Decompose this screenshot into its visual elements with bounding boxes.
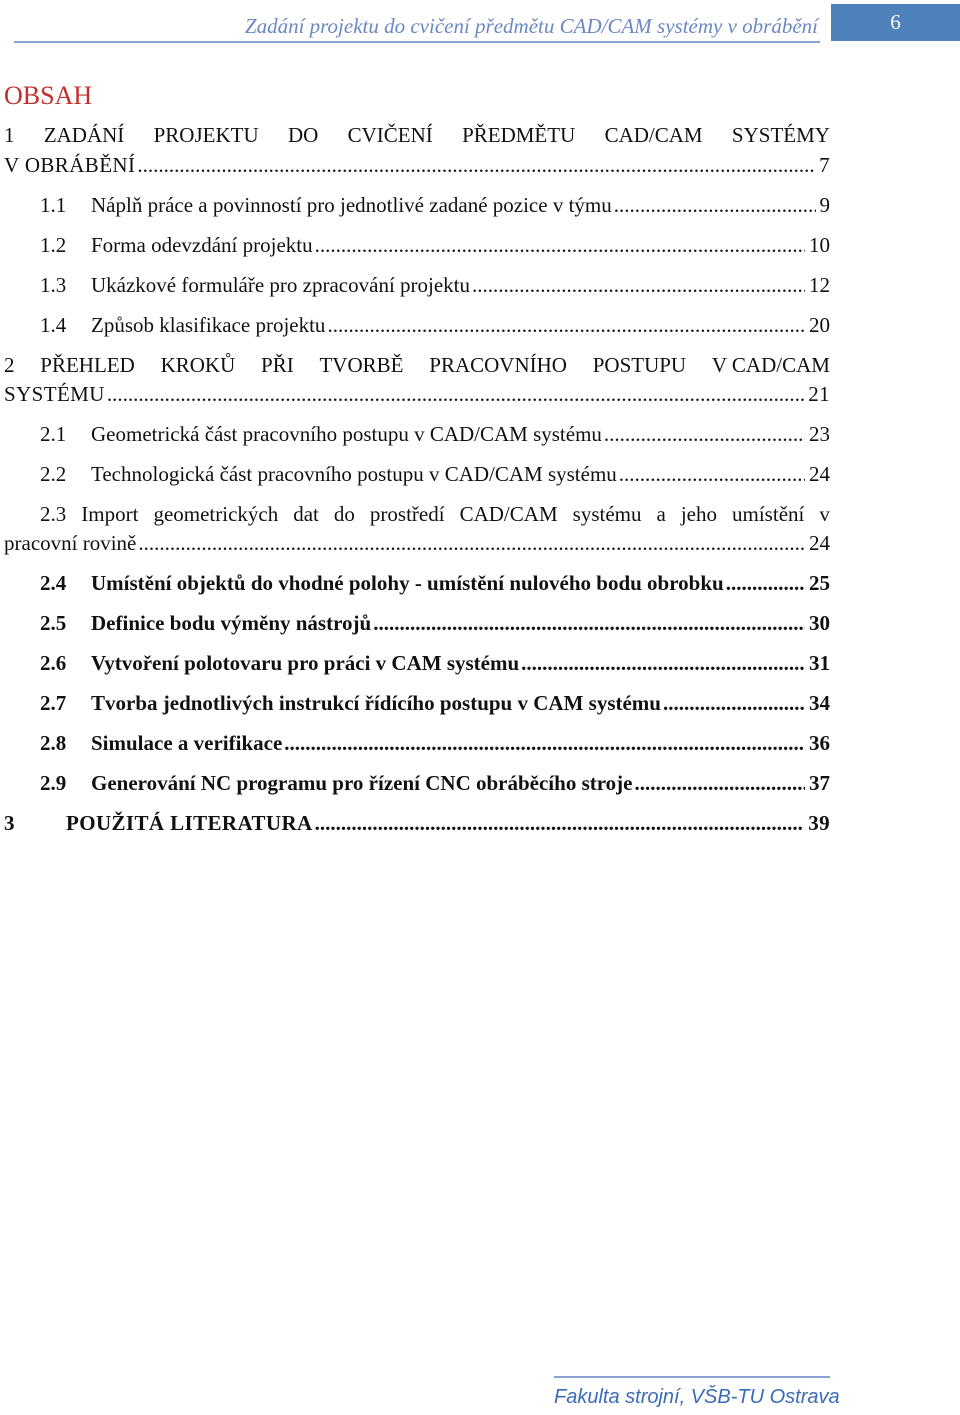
- toc-entry-2-9[interactable]: [40, 771, 830, 799]
- toc-page-number: 24: [809, 462, 830, 486]
- page-number: 6: [890, 10, 901, 34]
- toc-leader: [315, 233, 805, 258]
- toc-entry-2-8[interactable]: [40, 731, 830, 759]
- footer-rule: [554, 1376, 830, 1378]
- toc-entry-2-line-2[interactable]: [4, 382, 830, 410]
- toc-entry-number: 2.5: [40, 611, 67, 635]
- toc-leader: [107, 382, 804, 407]
- toc-leader: [614, 193, 816, 218]
- toc-page-number: 36: [809, 731, 830, 755]
- toc-entry-1-line-1[interactable]: 1 ZADÁNÍ PROJEKTU DO CVIČENÍ PŘEDMĚTU CAD/CAM SYSTÉMY: [4, 123, 830, 147]
- toc-page-number: 30: [809, 611, 830, 635]
- toc-entry-title: Technologická část pracovního postupu v CAD/CAM systému: [91, 462, 617, 486]
- toc-entry-1-line-2[interactable]: [4, 153, 830, 181]
- toc-page-number: 25: [809, 571, 830, 595]
- toc-entry-number: 1.3: [40, 273, 67, 297]
- toc-entry-title: Ukázkové formuláře pro zpracování projektu: [91, 273, 471, 297]
- toc-entry-1-1[interactable]: [40, 193, 830, 221]
- toc-entry-title: V OBRÁBĚNÍ: [4, 153, 136, 177]
- toc-entry-number: 2.6: [40, 651, 67, 675]
- toc-entry-2-5[interactable]: [40, 611, 830, 639]
- toc-leader: [521, 651, 805, 676]
- toc-entry-number: 1.1: [40, 193, 67, 217]
- toc-entry-number: 2.7: [40, 691, 67, 715]
- toc-leader: [663, 691, 805, 716]
- toc-page-number: 21: [808, 382, 830, 406]
- toc-entry-title: POUŽITÁ LITERATURA: [66, 811, 313, 835]
- toc-leader: [472, 273, 805, 298]
- toc-entry-2-7[interactable]: [40, 691, 830, 719]
- toc-heading: OBSAH: [4, 81, 93, 110]
- toc-leader: [619, 462, 805, 487]
- toc-entry-title: Forma odevzdání projektu: [91, 233, 313, 257]
- toc-page-number: 23: [809, 422, 830, 446]
- toc-page-number: 9: [819, 193, 830, 217]
- toc-entry-2-3-line-2[interactable]: [4, 531, 830, 559]
- toc-page-number: 24: [809, 531, 830, 555]
- toc-leader: [284, 731, 805, 756]
- toc-entry-2-4[interactable]: [40, 571, 830, 599]
- toc-entry-2-2[interactable]: [40, 462, 830, 490]
- toc-entry-title: Generování NC programu pro řízení CNC obráběcího stroje: [91, 771, 633, 795]
- toc-leader: [604, 422, 805, 447]
- toc-page-number: 39: [808, 811, 830, 835]
- toc-entry-3[interactable]: [4, 811, 830, 839]
- toc-entry-number: 2.9: [40, 771, 67, 795]
- page-number-box: [831, 4, 960, 41]
- toc-entry-title: SYSTÉMU: [4, 382, 105, 406]
- toc-entry-number: 2.8: [40, 731, 67, 755]
- toc-entry-title: Simulace a verifikace: [91, 731, 283, 755]
- toc-page-number: 7: [819, 153, 830, 177]
- toc-page-number: 37: [809, 771, 830, 795]
- toc-entry-title: pracovní rovině: [4, 531, 137, 555]
- toc-entry-number: 3: [4, 811, 15, 835]
- toc-leader: [373, 611, 805, 636]
- toc-page-number: 20: [809, 313, 830, 337]
- toc-entry-1-4[interactable]: [40, 313, 830, 341]
- toc-entry-number: 1.4: [40, 313, 67, 337]
- toc-page-number: 12: [809, 273, 830, 297]
- toc-entry-title: Umístění objektů do vhodné polohy - umístění nulového bodu obrobku: [91, 571, 724, 595]
- footer-text: Fakulta strojní, VŠB-TU Ostrava: [554, 1386, 840, 1408]
- toc-entry-2-1[interactable]: [40, 422, 830, 450]
- toc-entry-2-line-1[interactable]: 2 PŘEHLED KROKŮ PŘI TVORBĚ PRACOVNÍHO POSTUPU V CAD/CAM: [4, 353, 830, 377]
- toc-entry-number: 1.2: [40, 233, 67, 257]
- toc-entry-title: Způsob klasifikace projektu: [91, 313, 326, 337]
- toc-leader: [138, 531, 805, 556]
- toc-leader: [327, 313, 805, 338]
- toc-entry-2-3-line-1[interactable]: 2.3 Import geometrických dat do prostředí CAD/CAM systému a jeho umístění v: [40, 502, 830, 526]
- toc-entry-number: 2.4: [40, 571, 67, 595]
- toc-entry-title: Tvorba jednotlivých instrukcí řídícího postupu v CAM systému: [91, 691, 661, 715]
- toc-entry-title: Geometrická část pracovního postupu v CAD/CAM systému: [91, 422, 602, 446]
- toc-leader: [137, 153, 815, 178]
- toc-entry-title: Definice bodu výměny nástrojů: [91, 611, 372, 635]
- running-header-title: Zadání projektu do cvičení předmětu CAD/CAM systémy v obrábění: [244, 14, 818, 38]
- toc-page-number: 31: [809, 651, 830, 675]
- toc-leader: [635, 771, 806, 796]
- header-rule: [14, 41, 820, 43]
- toc-entry-1-2[interactable]: [40, 233, 830, 261]
- toc-leader: [315, 811, 805, 836]
- toc-page-number: 34: [809, 691, 830, 715]
- toc-entry-title: Vytvoření polotovaru pro práci v CAM systému: [91, 651, 520, 675]
- toc-entry-1-3[interactable]: [40, 273, 830, 301]
- toc-page-number: 10: [809, 233, 830, 257]
- toc-entry-number: 2.1: [40, 422, 67, 446]
- toc-entry-2-6[interactable]: [40, 651, 830, 679]
- toc-entry-title: Náplň práce a povinností pro jednotlivé zadané pozice v týmu: [91, 193, 612, 217]
- toc-leader: [726, 571, 805, 596]
- toc-entry-number: 2.2: [40, 462, 67, 486]
